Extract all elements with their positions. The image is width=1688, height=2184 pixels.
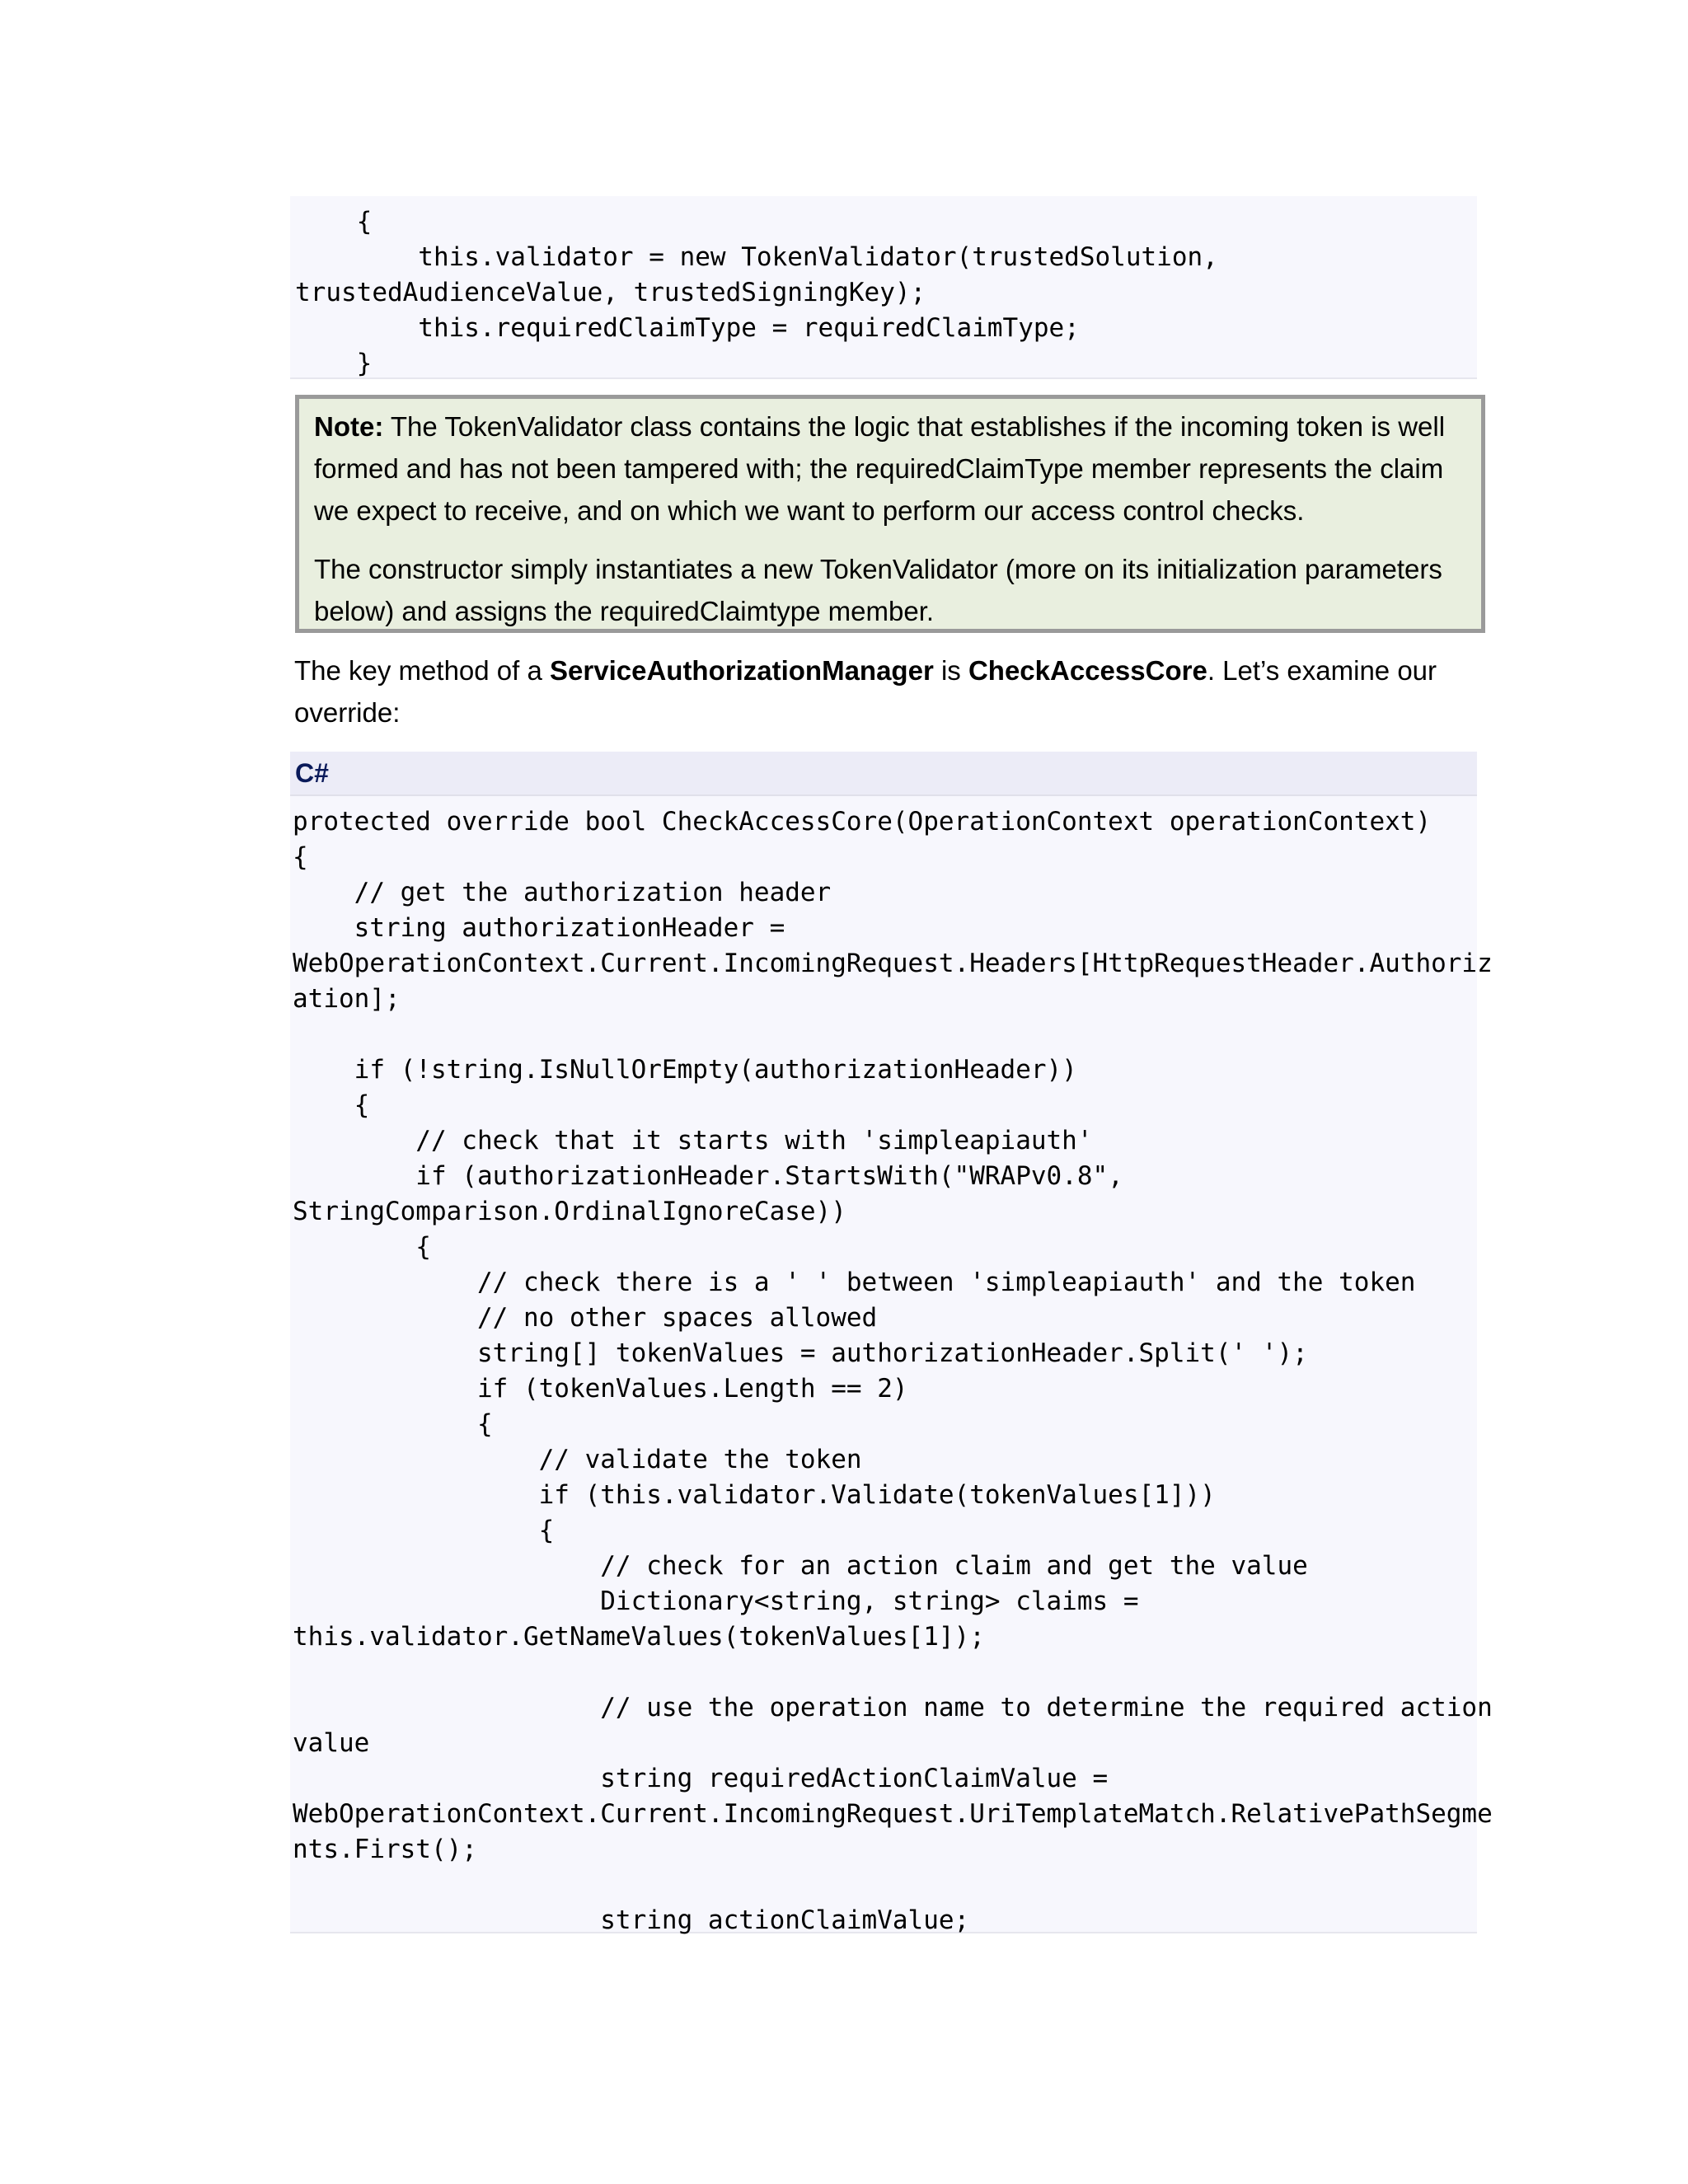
code-language-label: C# (290, 752, 1477, 796)
intro-text-2: is (933, 655, 968, 686)
note-text-1: The TokenValidator class contains the logic that establishes if the incoming token is well formed and has not been tampered with; the requiredClaimType member represents the claim we expect to receive, and on which we want to perform our access control checks. (314, 411, 1446, 526)
note-paragraph-1 (314, 405, 1466, 532)
intro-text-1: The key method of a (294, 655, 551, 686)
intro-bold-method: CheckAccessCore (968, 655, 1207, 686)
code-block-checkaccesscore (290, 796, 1493, 1935)
code-text-constructor: { this.validator = new TokenValidator(trustedSolution, trustedAudienceValue, trustedSigningKey); this.requiredClaimType = requiredClaimType; } (295, 207, 1218, 378)
intro-bold-class: ServiceAuthorizationManager (550, 655, 934, 686)
code-block-constructor (290, 196, 1477, 379)
note-box (295, 395, 1485, 633)
code-text-checkaccesscore: protected override bool CheckAccessCore(OperationContext operationContext) { // get the authorization header string authorizationHeader = WebOperationContext.Current.IncomingRequest.Headers[HttpRequestHeader.Authoriz ation]; if (!string.IsNullOrEmpty(authorizationHeader)) { // check that it starts with 'simpleapiauth' if (authorizationHeader.StartsWith("WRAPv0.8", StringComparison.OrdinalIgnoreCase)) { // check there is a ' ' between 'simpleapiauth' and the token // no other spaces allowed string[] tokenValues = authorizationHeader.Split(' '); if (tokenValues.Length == 2) { // validate the token if (this.validator.Validate(tokenValues[1])) { // check for an action claim and get the value Dictionary<string, string> claims = this.validator.GetNameValues(tokenValues[1]); // use the operation name to determine the required action value string requiredActionClaimValue = WebOperationContext.Current.IncomingRequest.UriTemplateMatch.RelativePathSegme nts.First(); string actionClaimValue; (293, 807, 1493, 1935)
note-paragraph-2: The constructor simply instantiates a new TokenValidator (more on its initialization parameters below) and assigns the requiredClaimtype member. (314, 554, 1442, 626)
intro-paragraph (294, 649, 1481, 733)
note-label: Note: (314, 411, 384, 442)
intro-text-3: . Let’s examine our override: (294, 655, 1437, 728)
